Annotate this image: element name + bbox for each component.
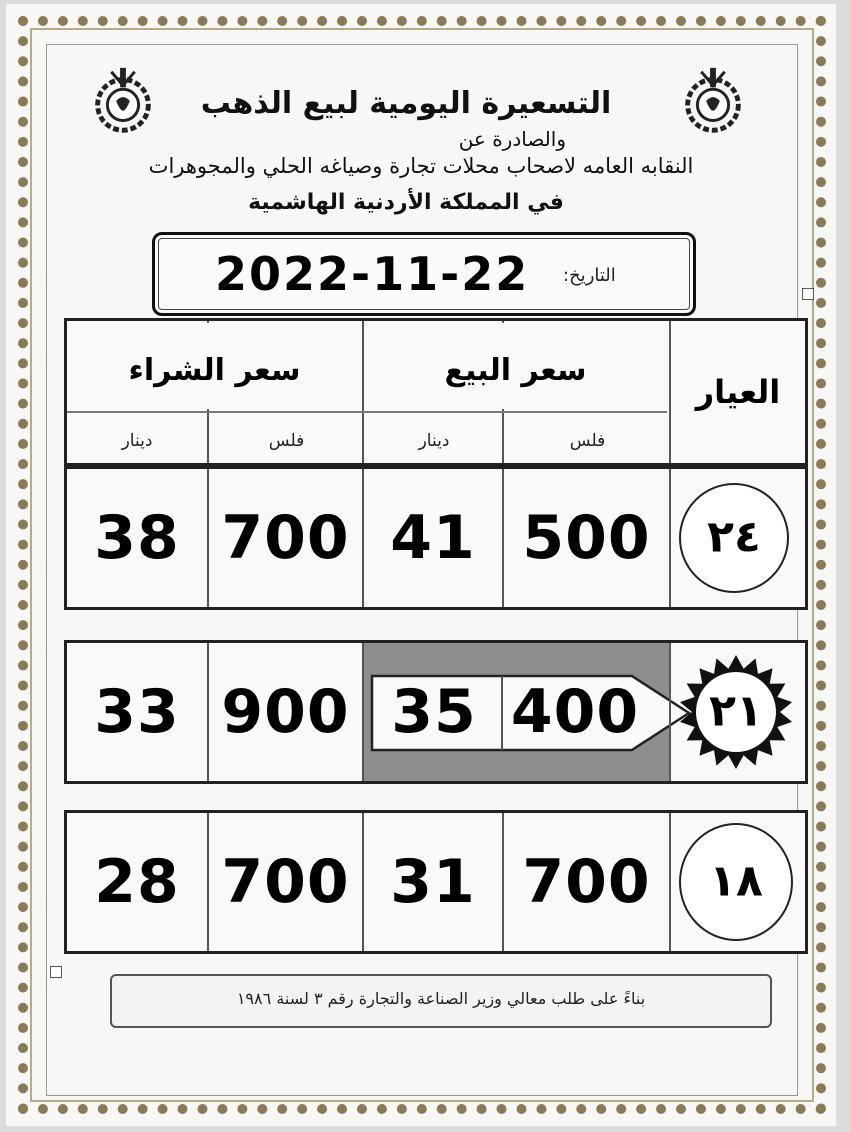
- issued-by-text: والصادرة عن: [458, 127, 566, 151]
- footer-note-box: [110, 974, 772, 1028]
- buy-dinar-cell: [67, 469, 207, 607]
- buy-dinar-value: 33: [94, 677, 180, 747]
- buy-fils-cell: [207, 469, 362, 607]
- sell-fils-cell: [502, 813, 669, 951]
- fils-unit-label: فلس: [268, 431, 305, 451]
- date-box: [152, 232, 696, 316]
- dinar-unit-label: دينار: [121, 431, 153, 451]
- sell-fils-value: 400: [510, 677, 640, 747]
- karat-badge: [679, 823, 793, 941]
- buy-fils-value: 700: [221, 503, 350, 573]
- karat-title: العيار: [695, 373, 781, 411]
- table-row: [64, 466, 808, 610]
- sell-fils-value: 500: [522, 503, 651, 573]
- table-row: [64, 640, 808, 784]
- footer-note: بناءً على طلب معالي وزير الصناعة والتجارة رقم ٣ لسنة ١٩٨٦: [236, 989, 646, 1008]
- sell-dinar-cell: [362, 813, 502, 951]
- sell-dinar-value: 31: [390, 847, 476, 917]
- dinar-unit-label: دينار: [418, 431, 450, 451]
- buy-dinar-value: 28: [94, 847, 180, 917]
- sell-dinar-value: 35: [391, 677, 477, 747]
- karat-value: ١٨: [709, 855, 763, 907]
- sell-fils-cell: [502, 469, 669, 607]
- corner-marker: [50, 966, 62, 978]
- table-header: [64, 318, 808, 466]
- table-row: [64, 810, 808, 954]
- buy-fils-cell: [207, 643, 362, 781]
- union-name: النقابه العامه لاصحاب محلات تجارة وصياغه الحلي والمجوهرات: [148, 154, 694, 178]
- sell-dinar-cell: [362, 469, 502, 607]
- date-value: 2022-11-22: [215, 247, 530, 301]
- fils-unit-label: فلس: [569, 431, 606, 451]
- buy-fils-value: 900: [221, 677, 350, 747]
- date-label: التاريخ:: [563, 265, 616, 286]
- buy-dinar-cell: [67, 643, 207, 781]
- price-sheet: [6, 4, 836, 1126]
- buy-dinar-cell: [67, 813, 207, 951]
- buy-fils-cell: [207, 813, 362, 951]
- karat-value: ٢١: [709, 685, 763, 737]
- sell-fils-value: 700: [522, 847, 651, 917]
- buy-dinar-value: 38: [94, 503, 180, 573]
- karat-badge: [679, 483, 789, 593]
- country-name: في المملكة الأردنية الهاشمية: [248, 190, 564, 215]
- sell-group: [364, 323, 667, 409]
- corner-marker: [802, 288, 814, 300]
- buy-price-title: سعر الشراء: [128, 353, 301, 388]
- union-emblem-icon: [674, 62, 752, 140]
- page-title: التسعيرة اليومية لبيع الذهب: [200, 86, 612, 121]
- buy-fils-value: 700: [221, 847, 350, 917]
- buy-group: [69, 323, 360, 409]
- sell-price-title: سعر البيع: [444, 353, 587, 388]
- karat-value: ٢٤: [707, 511, 761, 563]
- divider: [67, 411, 667, 413]
- sell-dinar-value: 41: [390, 503, 476, 573]
